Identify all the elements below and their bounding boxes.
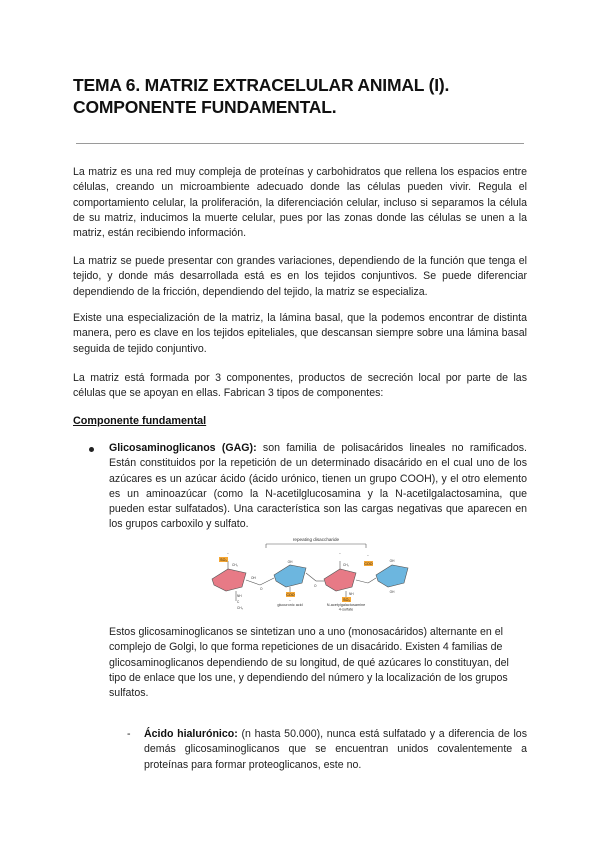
page-title bbox=[73, 74, 533, 118]
oh-label-4: OH bbox=[389, 590, 395, 594]
nh-label-2: NH bbox=[349, 592, 354, 596]
ring-pink-right bbox=[324, 569, 356, 591]
bullet-icon bbox=[89, 447, 94, 452]
sulfate-label-2: SO₃ bbox=[343, 598, 350, 602]
ring-pink-left bbox=[212, 569, 246, 591]
minus-label-1: − bbox=[227, 552, 229, 556]
paragraph-intro: La matriz es una red muy compleja de proteínas y carbohidratos que rellena los espacios entre células, creando un microambiente adecuado donde las células pueden vivir. Regula el comportamiento celular, la proliferación, la diferenciación celular, incluso si separamos la célula de su matriz, inducimos la muerte celular, pues por las zonas donde las células se unen a la matriz, están recibiendo información. bbox=[73, 166, 527, 240]
paragraph-variations: La matriz se puede presentar con grandes variaciones, dependiendo de la función que tenga el tejido, y donde más desarrollada está es en los tejidos conjuntivos. Se puede diferenciar dependiendo de la fricción, dependiendo del tejido, la matriz se especializa. bbox=[73, 255, 527, 298]
o-label-1: O bbox=[260, 587, 263, 591]
label-n-acetylgalactosamine: N-acetylgalactosamine bbox=[326, 603, 366, 607]
minus-label-2: − bbox=[289, 599, 291, 603]
bullet-gag bbox=[109, 441, 527, 533]
minus-label-3: − bbox=[339, 552, 341, 556]
ch3-label-1: CH₃ bbox=[237, 606, 243, 610]
bond-5 bbox=[356, 580, 368, 583]
carboxyl-label-2: COO bbox=[364, 562, 373, 566]
carboxyl-label-1: COO bbox=[286, 593, 295, 597]
section-heading: Componente fundamental bbox=[73, 415, 207, 427]
gag-description: son familia de polisacáridos lineales no ramificados. Están constituidos por la repetición de un determinado disacárido en el cual uno de los azúcares es un azúcar ácido (ácido urónico, tienen un grupo COOH), y el otro elemento es un aminoazúcar (como la N-acetilglucosamina y la N-acetilgalactosamina, que pueden estar sulfatados). Una característica son las cargas negativas que aparecen en los grupos carboxilo y sulfato. bbox=[109, 442, 527, 531]
gag-term: Glicosaminoglicanos (GAG): bbox=[109, 442, 257, 454]
label-repeating-disaccharide: repeating disaccharide bbox=[292, 537, 340, 542]
label-4-sulfate: 4-sulfate bbox=[338, 607, 354, 611]
bond-3 bbox=[306, 573, 316, 581]
label-glucuronic-acid: glucuronic acid bbox=[277, 603, 303, 607]
paragraph-basal-lamina: Existe una especialización de la matriz, la lámina basal, que la podemos encontrar de distinta manera, pero es clave en los tejidos epiteliales, que descansan siempre sobre una lámina basal seguida de tejido conjuntivo. bbox=[73, 312, 527, 355]
dash-marker: - bbox=[127, 728, 131, 740]
disaccharide-figure bbox=[206, 535, 418, 611]
hyaluronic-description: (n hasta 50.000), nunca está sulfatado y a diferencia de los demás glicosaminoglicanos que se encuentran unidos covalentemente a proteínas para formar proteoglicanos, este no. bbox=[144, 728, 527, 771]
title-line-2: COMPONENTE FUNDAMENTAL. bbox=[73, 97, 337, 117]
oh-label-1: OH bbox=[251, 576, 256, 580]
hyaluronic-term: Ácido hialurónico: bbox=[144, 728, 238, 740]
oh-label-3: OH bbox=[389, 559, 395, 563]
sub-item-hyaluronic bbox=[144, 727, 527, 773]
o-label-2: O bbox=[314, 584, 317, 588]
paragraph-components: La matriz está formada por 3 componentes, productos de secreción local por parte de las células que se apoyan en ellas. Fabrican 3 tipos de componentes: bbox=[73, 372, 527, 400]
oh-label-2: OH bbox=[287, 560, 293, 564]
ring-blue-left bbox=[274, 565, 306, 587]
bond-6 bbox=[368, 578, 376, 583]
title-line-1: TEMA 6. MATRIZ EXTRACELULAR ANIMAL (I). bbox=[73, 75, 450, 95]
ch2-label-1: CH₂ bbox=[232, 563, 238, 567]
sulfate-label-1: SO₃ bbox=[220, 558, 227, 562]
horizontal-divider bbox=[76, 143, 524, 144]
bond-1 bbox=[246, 580, 260, 585]
nh-label-1: NH bbox=[237, 594, 242, 598]
bond-2 bbox=[260, 578, 274, 585]
ch2-label-2: CH₂ bbox=[343, 563, 349, 567]
paragraph-synthesis: Estos glicosaminoglicanos se sintetizan uno a uno (monosacáridos) alternante en el complejo de Golgi, lo que forma repeticiones de un disacárido. Existen 4 familias de glicosaminoglicanos dependiendo de su longitud, de qué azúcares lo constituyan, del tipo de enlace que los une, y dependiendo del número y la localización de los grupos sulfatos. bbox=[109, 626, 509, 700]
ring-blue-right bbox=[376, 565, 408, 587]
minus-label-4: − bbox=[367, 554, 369, 558]
c-label-1: C bbox=[237, 600, 240, 604]
